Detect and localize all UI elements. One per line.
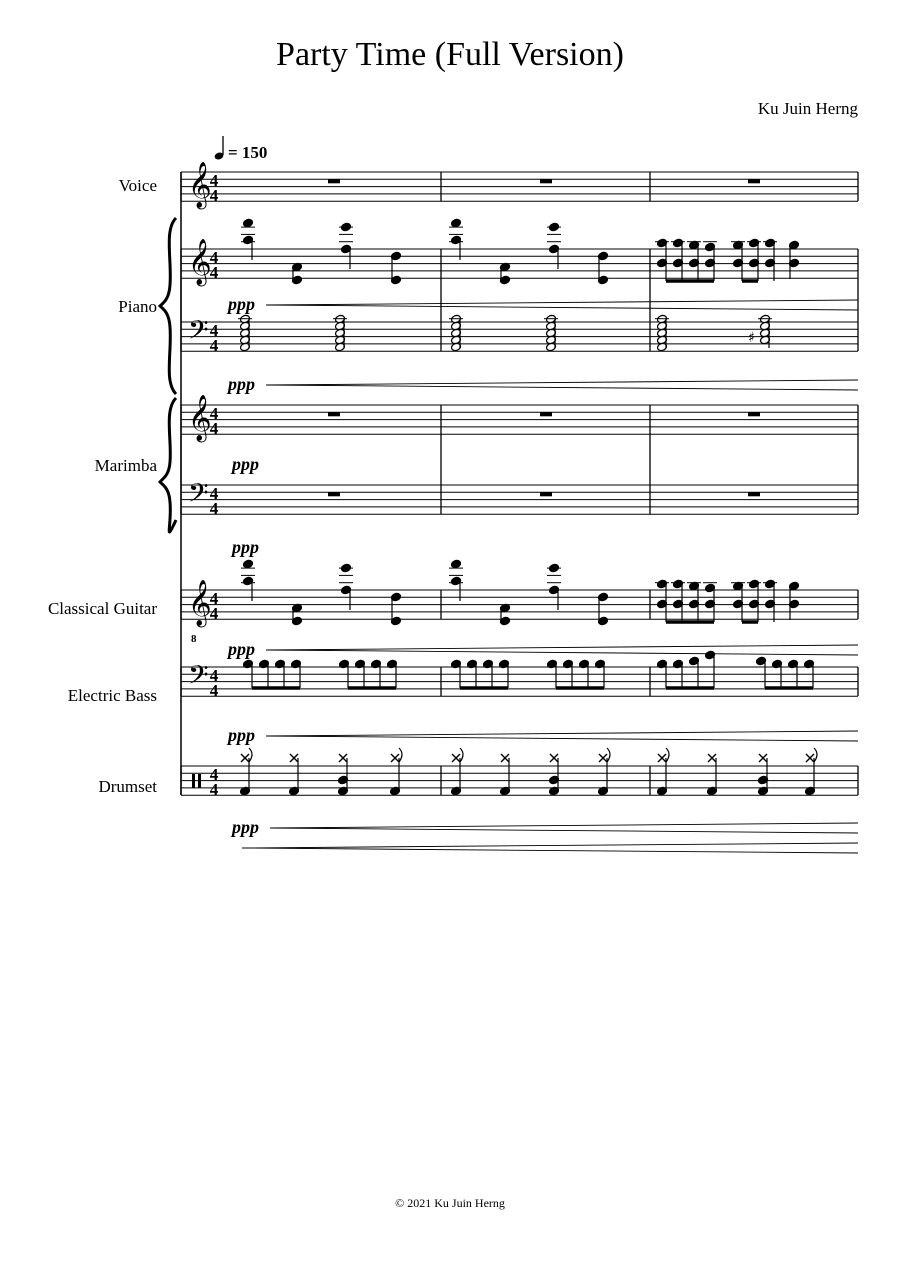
instrument-label-classical-guitar: Classical Guitar <box>47 599 157 618</box>
tempo-bpm: = 150 <box>228 143 268 162</box>
time-signature-beats: 4 <box>209 765 219 784</box>
whole-rest <box>748 179 760 183</box>
time-signature-beat-type: 4 <box>209 780 219 799</box>
crescendo-hairpin <box>242 848 858 853</box>
crescendo-hairpin <box>266 645 858 650</box>
whole-rest <box>540 492 552 496</box>
sharp-icon: ♯ <box>748 330 755 346</box>
guitar-octave-marker: 8 <box>191 633 197 645</box>
crescendo-hairpin <box>266 731 858 736</box>
dynamic-ppp: ppp <box>228 294 255 314</box>
dynamic-ppp: ppp <box>228 725 255 745</box>
staff-braces <box>160 218 176 532</box>
dynamic-ppp: ppp <box>232 817 259 837</box>
time-signature-beats: 4 <box>209 484 219 503</box>
crescendo-hairpin <box>242 843 858 848</box>
treble-clef-icon: 𝄞 <box>188 395 212 441</box>
instrument-label-piano: Piano <box>118 297 157 316</box>
percussion-clef-icon <box>198 774 201 788</box>
crescendo-hairpin <box>266 305 858 310</box>
score-title: Party Time (Full Version) <box>276 36 624 73</box>
whole-rest <box>748 492 760 496</box>
percussion-clef-icon <box>192 774 195 788</box>
time-signature-beats: 4 <box>209 404 219 423</box>
composer-name: Ku Juin Herng <box>757 99 858 118</box>
crescendo-hairpin <box>266 736 858 741</box>
bass-clef-icon: 𝄢 <box>188 659 209 697</box>
dynamic-ppp: ppp <box>232 537 259 557</box>
tempo-marking <box>214 136 268 162</box>
time-signature-beat-type: 4 <box>209 499 219 518</box>
crescendo-hairpin <box>270 823 858 828</box>
time-signature-beats: 4 <box>209 321 219 340</box>
piano-brace <box>160 218 176 394</box>
crescendo-hairpin <box>270 828 858 833</box>
treble-clef-icon: 𝄞 <box>188 239 212 285</box>
treble-clef-icon: 𝄞 <box>188 162 212 208</box>
time-signature-beats: 4 <box>209 171 219 190</box>
crescendo-hairpin <box>266 300 858 305</box>
whole-rest <box>328 412 340 416</box>
instrument-label-electric-bass: Electric Bass <box>67 686 157 705</box>
treble-clef-icon: 𝄞 <box>188 580 212 626</box>
time-signature-beat-type: 4 <box>209 186 219 205</box>
whole-rest <box>328 179 340 183</box>
copyright-notice: © 2021 Ku Juin Herng <box>395 1196 505 1210</box>
time-signatures <box>210 171 219 799</box>
dynamics <box>226 294 858 853</box>
time-signature-beats: 4 <box>209 589 219 608</box>
bass-clef-icon: 𝄢 <box>188 314 209 352</box>
whole-rest <box>328 492 340 496</box>
whole-rest <box>748 412 760 416</box>
instrument-label-voice: Voice <box>118 176 157 195</box>
note-head <box>243 559 254 569</box>
instrument-label-drumset: Drumset <box>98 777 157 796</box>
time-signature-beat-type: 4 <box>209 681 219 700</box>
time-signature-beat-type: 4 <box>209 336 219 355</box>
dynamic-ppp: ppp <box>228 639 255 659</box>
dynamic-ppp: ppp <box>228 374 255 394</box>
crescendo-hairpin <box>266 650 858 655</box>
time-signature-beat-type: 4 <box>209 604 219 623</box>
time-signature-beat-type: 4 <box>209 263 219 282</box>
crescendo-hairpin <box>266 380 858 385</box>
clefs <box>188 162 212 788</box>
note-head <box>451 218 462 228</box>
note-head <box>243 218 254 228</box>
whole-rest <box>540 179 552 183</box>
rests <box>328 179 760 496</box>
note-head <box>451 559 462 569</box>
dynamic-ppp: ppp <box>232 454 259 474</box>
crescendo-hairpin <box>266 385 858 390</box>
instrument-label-marimba: Marimba <box>94 456 157 475</box>
time-signature-beats: 4 <box>209 248 219 267</box>
whole-rest <box>540 412 552 416</box>
time-signature-beat-type: 4 <box>209 419 219 438</box>
marimba-brace <box>160 398 176 532</box>
bass-clef-icon: 𝄢 <box>188 477 209 515</box>
time-signature-beats: 4 <box>209 666 219 685</box>
